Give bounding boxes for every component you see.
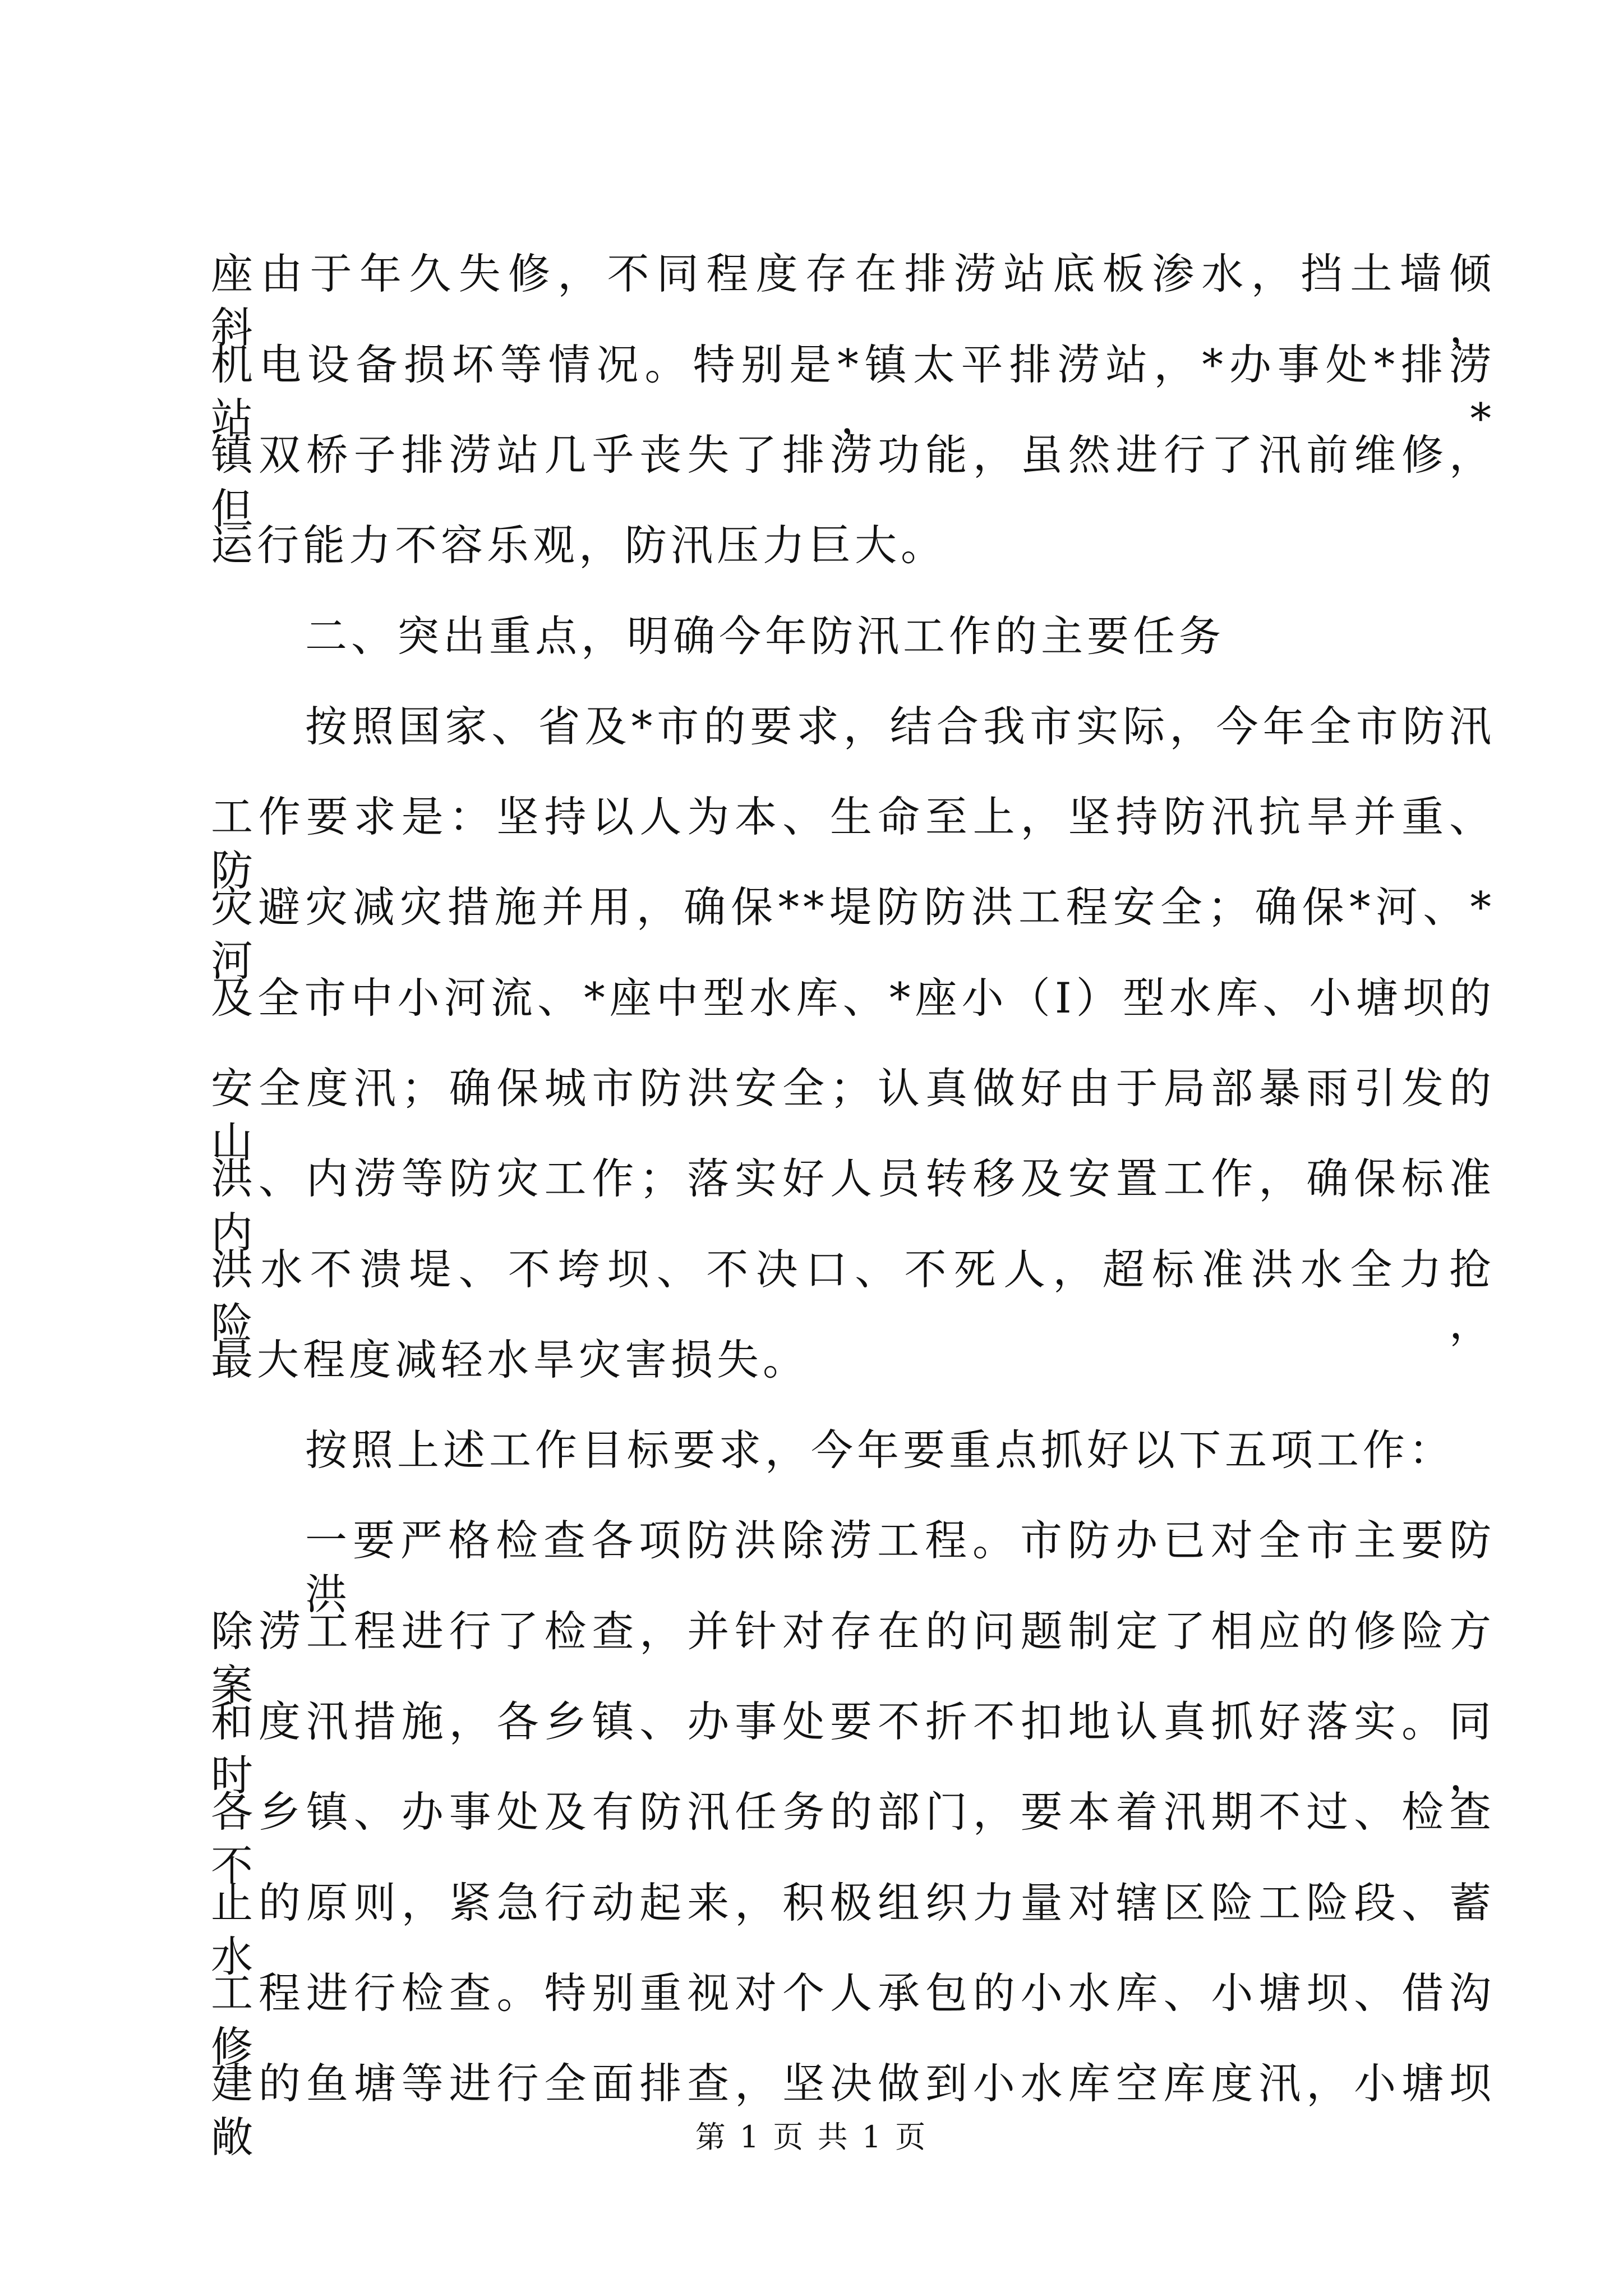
paragraph-line: 机电设备损坏等情况。特别是*镇太平排涝站，*办事处*排涝站，* (211, 340, 1495, 443)
section-heading: 二、突出重点，明确今年防汛工作的主要任务 (305, 611, 1225, 661)
paragraph-line: 一要严格检查各项防洪除涝工程。市防办已对全市主要防洪 (305, 1516, 1495, 1619)
paragraph-line: 安全度汛；确保城市防洪安全；认真做好由于局部暴雨引发的山 (211, 1064, 1495, 1167)
paragraph-line: 各乡镇、办事处及有防汛任务的部门，要本着汛期不过、检查不 (211, 1787, 1495, 1890)
paragraph-line: 灾避灾减灾措施并用，确保**堤防防洪工程安全；确保*河、*河 (211, 882, 1495, 986)
paragraph-line: 按照上述工作目标要求，今年要重点抓好以下五项工作： (305, 1425, 1455, 1475)
page-number-footer: 第 1 页 共 1 页 (695, 2119, 928, 2155)
paragraph-line: 建的鱼塘等进行全面排查，坚决做到小水库空库度汛，小塘坝敞 (211, 2059, 1495, 2162)
paragraph-line: 镇双桥子排涝站几乎丧失了排涝功能，虽然进行了汛前维修，但 (211, 430, 1495, 533)
paragraph-line: 座由于年久失修，不同程度存在排涝站底板渗水，挡土墙倾斜， (211, 249, 1495, 352)
paragraph-line: 洪水不溃堤、不垮坝、不决口、不死人，超标准洪水全力抢险， (211, 1245, 1495, 1348)
paragraph-line: 洪、内涝等防灾工作；落实好人员转移及安置工作，确保标准内 (211, 1154, 1495, 1257)
paragraph-line: 按照国家、省及*市的要求，结合我市实际，今年全市防汛 (305, 702, 1495, 751)
paragraph-line: 及全市中小河流、*座中型水库、*座小（Ⅰ）型水库、小塘坝的 (211, 973, 1495, 1023)
paragraph-line: 和度汛措施，各乡镇、办事处要不折不扣地认真抓好落实。同时， (211, 1697, 1495, 1800)
paragraph-line: 除涝工程进行了检查，并针对存在的问题制定了相应的修险方案 (211, 1607, 1495, 1710)
paragraph-line: 止的原则，紧急行动起来，积极组织力量对辖区险工险段、蓄水 (211, 1878, 1495, 1981)
paragraph-line: 工程进行检查。特别重视对个人承包的小水库、小塘坝、借沟修 (211, 1968, 1495, 2072)
paragraph-line: 运行能力不容乐观，防汛压力巨大。 (211, 521, 947, 570)
paragraph-line: 工作要求是：坚持以人为本、生命至上，坚持防汛抗旱并重、防 (211, 792, 1495, 895)
paragraph-line: 最大程度减轻水旱灾害损失。 (211, 1335, 809, 1384)
